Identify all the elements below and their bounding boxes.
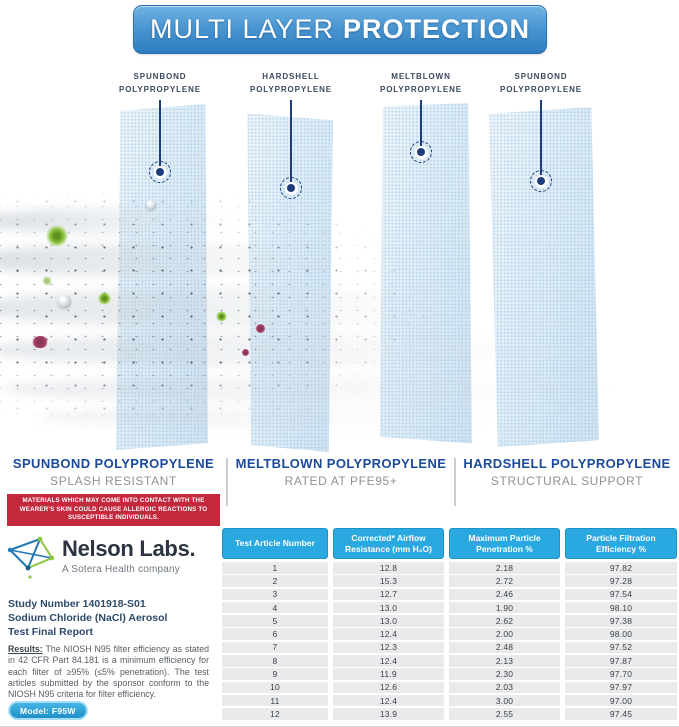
table-cell: 13.0 (333, 615, 444, 627)
table-cell: 2.00 (449, 628, 560, 640)
study-line: Study Number 1401918-S01 (8, 598, 146, 610)
table-row (222, 628, 678, 640)
table-row (222, 642, 678, 654)
table-cell: 97.45 (565, 708, 677, 720)
table-cell: 97.82 (565, 562, 677, 574)
layer-label-4 (476, 70, 606, 96)
table-cell: 1.90 (449, 602, 560, 614)
section-title: MELTBLOWN POLYPROPYLENE (235, 456, 447, 471)
title-banner (133, 5, 547, 54)
table-cell: 10 (222, 682, 328, 694)
table-cell: 2.72 (449, 575, 560, 587)
virus-particle-icon (42, 276, 52, 286)
study-info (8, 597, 167, 639)
table-cell: 3.00 (449, 695, 560, 707)
layer-label-line2: POLYPROPYLENE (118, 85, 202, 94)
table-cell: 2.62 (449, 615, 560, 627)
target-dot-icon (530, 170, 552, 192)
table-header-cell: Corrected* Airflow Resistance (mm H₂O) (333, 528, 444, 559)
virus-particle-icon (46, 225, 68, 247)
table-cell: 97.38 (565, 615, 677, 627)
table-cell: 2.46 (449, 589, 560, 601)
bubble-particle-icon (58, 295, 71, 308)
virus-particle-icon (98, 292, 111, 305)
table-row (222, 562, 678, 574)
bubble-particle-icon (146, 200, 156, 210)
table-cell: 1 (222, 562, 328, 574)
table-row (222, 602, 678, 614)
layer-label-line2: POLYPROPYLENE (379, 85, 463, 94)
layer-label-line1: SPUNBOND (514, 72, 568, 81)
table-cell: 12.7 (333, 589, 444, 601)
table-cell: 12.4 (333, 655, 444, 667)
table-row (222, 655, 678, 667)
table-cell: 12.4 (333, 628, 444, 640)
section-divider (454, 458, 456, 506)
table-cell: 5 (222, 615, 328, 627)
layer-label-line2: POLYPROPYLENE (499, 85, 583, 94)
droplet-particle-icon (32, 336, 48, 348)
table-cell: 2.30 (449, 668, 560, 680)
table-cell: 11.9 (333, 668, 444, 680)
banner-title-bold: PROTECTION (343, 14, 531, 44)
layer-label-line1: MELTBLOWN (391, 72, 451, 81)
table-row (222, 575, 678, 587)
table-cell: 97.00 (565, 695, 677, 707)
layer-label-line1: HARDSHELL (262, 72, 320, 81)
table-cell: 2.18 (449, 562, 560, 574)
table-cell: 97.28 (565, 575, 677, 587)
banner-title-regular: MULTI LAYER (149, 14, 335, 44)
section-divider (226, 458, 228, 506)
table-cell: 97.97 (565, 682, 677, 694)
table-cell: 97.54 (565, 589, 677, 601)
table-cell: 2 (222, 575, 328, 587)
table-cell: 97.70 (565, 668, 677, 680)
table-row (222, 695, 678, 707)
droplet-particle-icon (256, 324, 265, 333)
table-cell: 13.9 (333, 708, 444, 720)
table-header-row (222, 528, 678, 559)
table-cell: 2.13 (449, 655, 560, 667)
layer-label-line1: SPUNBOND (133, 72, 187, 81)
table-cell: 98.00 (565, 628, 677, 640)
layer-label-line2: POLYPROPYLENE (249, 85, 333, 94)
table-cell: 97.87 (565, 655, 677, 667)
layer-label-1 (95, 70, 225, 96)
section-hardshell (455, 456, 679, 488)
table-cell: 12.4 (333, 695, 444, 707)
table-cell: 3 (222, 589, 328, 601)
callout-line (290, 100, 292, 188)
table-header-cell: Maximum Particle Penetration % (449, 528, 560, 559)
warning-box: MATERIALS WHICH MAY COME INTO CONTACT WITH THE WEARER'S SKIN COULD CAUSE ALLERGIC REACTIONS TO SUSCEPTIBLE INDIVIDUALS. (7, 494, 220, 526)
section-meltblown (227, 456, 455, 488)
lab-tagline: A Sotera Health company (62, 564, 180, 575)
table-cell: 11 (222, 695, 328, 707)
section-title: HARDSHELL POLYPROPYLENE (463, 456, 671, 471)
study-line: Sodium Chloride (NaCl) Aerosol (8, 612, 168, 624)
model-badge: Model: F95W (8, 701, 88, 720)
table-header-cell: Test Article Number (222, 528, 328, 559)
table-cell: 4 (222, 602, 328, 614)
table-row (222, 668, 678, 680)
table-cell: 2.55 (449, 708, 560, 720)
table-row (222, 615, 678, 627)
table-cell: 2.48 (449, 642, 560, 654)
study-line: Test Final Report (8, 626, 93, 638)
table-header-cell: Particle Filtration Efficiency % (565, 528, 677, 559)
section-spunbond (0, 456, 227, 526)
table-cell: 12 (222, 708, 328, 720)
lab-name: Nelson Labs. (62, 536, 196, 561)
table-cell: 7 (222, 642, 328, 654)
layer-label-2 (226, 70, 356, 96)
table-cell: 9 (222, 668, 328, 680)
test-results-table (222, 528, 678, 721)
table-row (222, 708, 678, 720)
section-title: SPUNBOND POLYPROPYLENE (12, 456, 215, 471)
section-subtitle: SPLASH RESISTANT (50, 474, 177, 488)
target-dot-icon (280, 177, 302, 199)
nelson-labs-logo-icon (6, 534, 58, 580)
table-cell: 12.3 (333, 642, 444, 654)
table-cell: 12.8 (333, 562, 444, 574)
target-dot-icon (149, 161, 171, 183)
results-paragraph (8, 644, 209, 700)
section-subtitle: STRUCTURAL SUPPORT (490, 474, 644, 488)
table-cell: 12.6 (333, 682, 444, 694)
table-row (222, 682, 678, 694)
table-row (222, 589, 678, 601)
droplet-particle-icon (242, 349, 249, 356)
table-cell: 13.0 (333, 602, 444, 614)
virus-particle-icon (216, 311, 227, 322)
table-cell: 8 (222, 655, 328, 667)
table-cell: 2.03 (449, 682, 560, 694)
table-cell: 6 (222, 628, 328, 640)
layer-label-3 (356, 70, 486, 96)
target-dot-icon (410, 141, 432, 163)
callout-line (540, 100, 542, 181)
table-cell: 97.52 (565, 642, 677, 654)
results-label: Results: (8, 644, 43, 654)
section-subtitle: RATED AT PFE95+ (284, 474, 398, 488)
nelson-labs-logo (6, 534, 195, 580)
results-text: The NIOSH N95 filter efficiency as stated in 42 CFR Part 84.181 is a minimum efficiency for each filter of ≥95% (≤5% penetration). The test articles submitted by the sponsor conform to the NIOSH N95 criteria for filter efficiency. (8, 644, 209, 700)
table-cell: 15.3 (333, 575, 444, 587)
table-body (222, 562, 678, 720)
table-cell: 98.10 (565, 602, 677, 614)
